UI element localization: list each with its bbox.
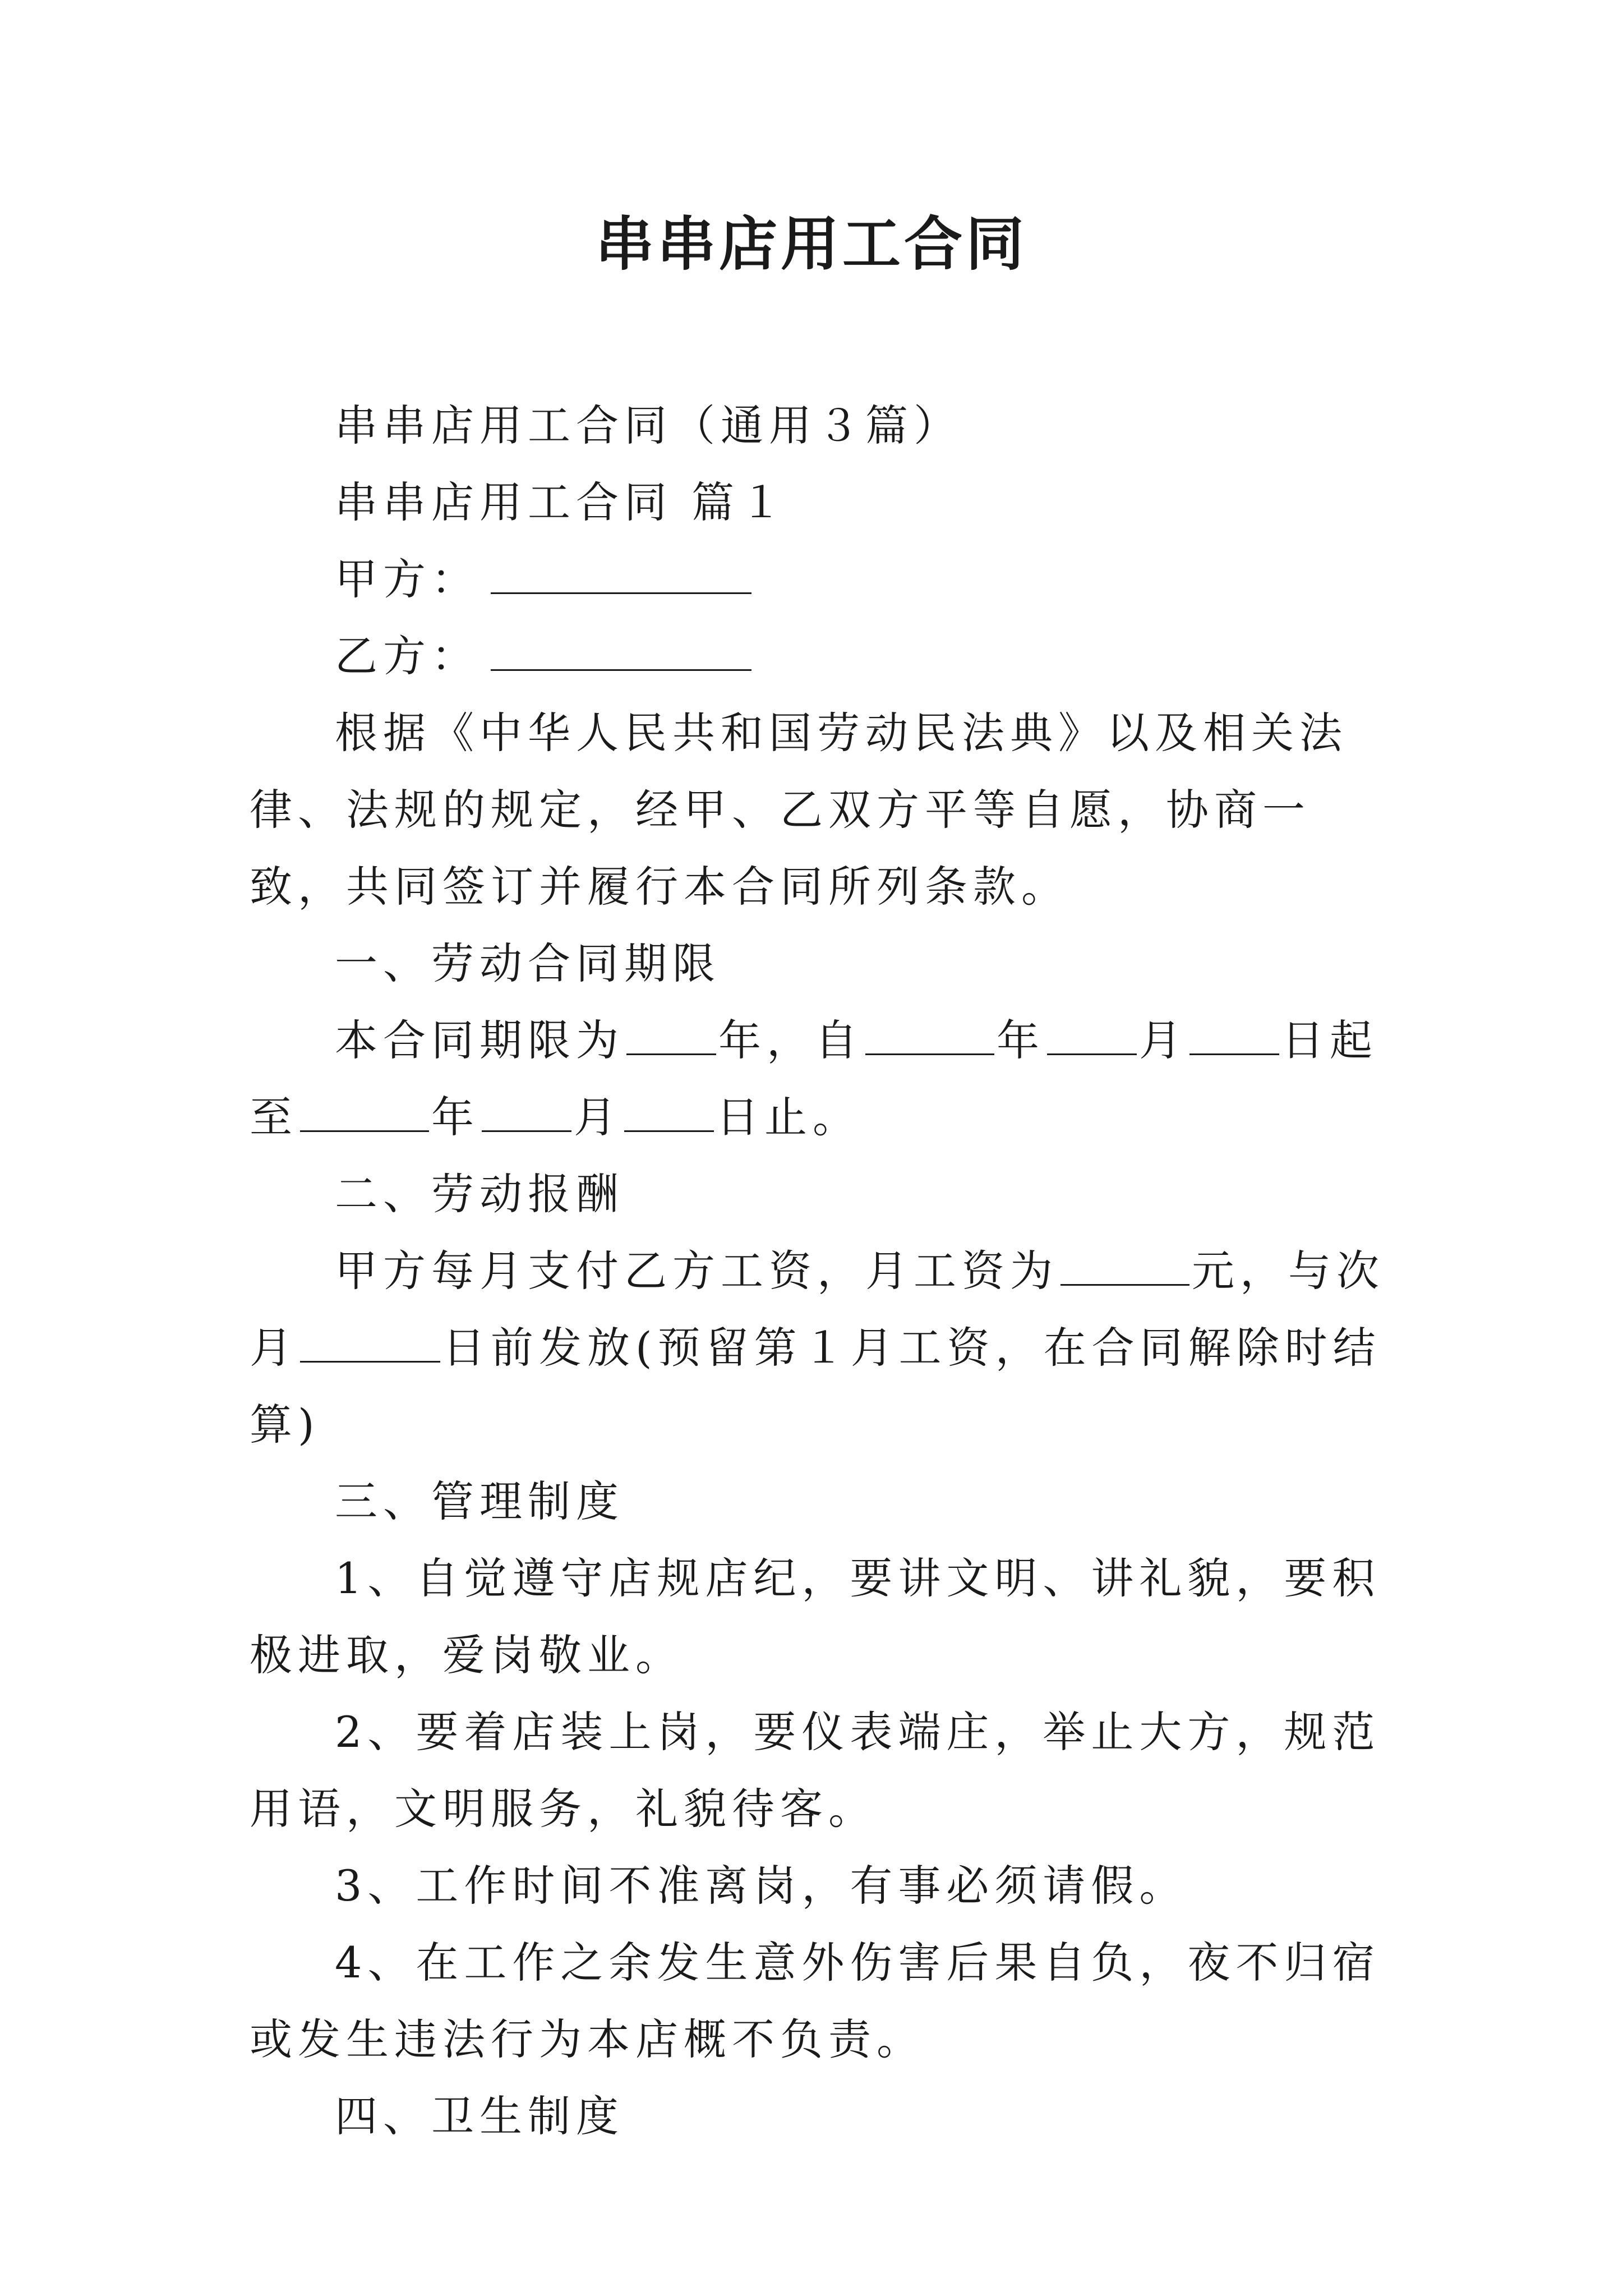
start-day-blank [1189,1016,1279,1055]
document-title: 串串店用工合同 [595,209,1027,278]
term-text-h: 日止。 [716,1092,861,1142]
pay-text-c: 日前发放(预留第１月工资，在合同解除时结算) [250,1323,1381,1450]
term-text-b: 年，自 [718,1015,863,1065]
party-b-label: 乙方： [335,631,479,681]
rule-3: 3、工作时间不准离岗，有事必须请假。 [335,1861,1188,1911]
party-b-line [250,618,1391,694]
term-text-d: 月 [1139,1015,1187,1065]
pay-text-a: 甲方每月支付乙方工资，月工资为 [335,1246,1058,1296]
salary-blank [1061,1247,1189,1286]
end-month-blank [482,1093,571,1132]
start-year-blank [865,1016,994,1055]
pay-day-blank [300,1324,440,1363]
party-a-label: 甲方： [335,554,479,604]
term-years-blank [626,1016,716,1055]
start-month-blank [1047,1016,1137,1055]
section-4-heading: 四、卫生制度 [335,2091,624,2141]
party-a-line [250,541,1391,618]
section-1-heading: 一、劳动合同期限 [335,938,721,988]
intro-paragraph: 根据《中华人民共和国劳动民法典》以及相关法律、法规的规定，经甲、乙双方平等自愿，协商一致，共同签订并履行本合同所列条款。 [250,708,1348,912]
party-b-blank [491,632,751,671]
document-body [250,387,1391,2155]
subtitle: 串串店用工合同（通用３篇） [335,401,962,450]
party-a-blank [491,555,751,594]
end-year-blank [300,1093,429,1132]
pay-paragraph [250,1232,1391,1463]
term-text-c: 年 [997,1015,1045,1065]
rule-4: 4、在工作之余发生意外伤害后果自负，夜不归宿或发生违法行为本店概不负责。 [250,1938,1381,2064]
term-text-f: 年 [431,1092,479,1142]
term-text-g: 月 [574,1092,622,1142]
term-text-e: 日起至 [250,1015,1378,1142]
term-paragraph [250,1002,1391,1156]
rule-1: 1、自觉遵守店规店纪，要讲文明、讲礼貌，要积极进取，爱岗敬业。 [250,1553,1381,1680]
section-3-heading: 三、管理制度 [335,1476,624,1526]
term-text-a: 本合同期限为 [335,1015,624,1065]
section-2-heading: 二、劳动报酬 [335,1169,624,1219]
rule-2: 2、要着店装上岗，要仪表端庄，举止大方，规范用语，文明服务，礼貌待客。 [250,1707,1381,1834]
end-day-blank [624,1093,714,1132]
pay-text-b: 元，与次月 [250,1246,1385,1373]
part-heading: 串串店用工合同 篇１ [335,477,789,527]
